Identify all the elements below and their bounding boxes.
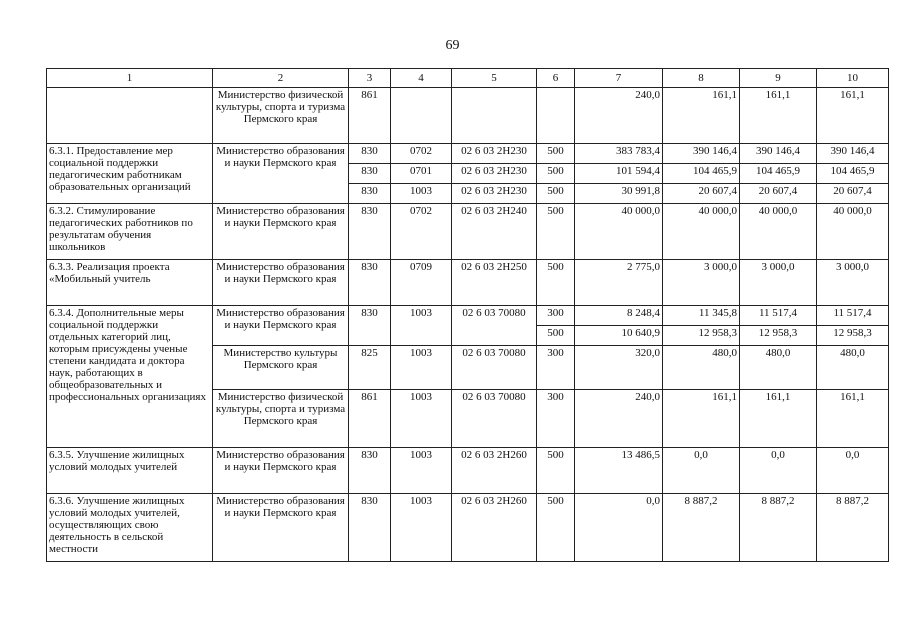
page-number: 69 [445,38,460,53]
code-cell: 0702 [391,204,452,260]
item-cell [47,88,213,144]
ministry-cell: Министерство культуры Пермского края [213,346,349,390]
column-header: 10 [817,69,889,88]
value-cell: 390 146,4 [663,144,740,164]
ministry-cell: Министерство образования и науки Пермского края [213,204,349,260]
code-cell: 500 [537,144,575,164]
value-cell: 0,0 [663,448,740,494]
value-cell: 383 783,4 [575,144,663,164]
value-cell: 390 146,4 [740,144,817,164]
value-cell: 161,1 [817,390,889,448]
value-cell: 3 000,0 [663,260,740,306]
column-header: 5 [452,69,537,88]
ministry-cell: Министерство физической культуры, спорта и туризма Пермского края [213,88,349,144]
code-cell: 02 6 03 2Н230 [452,184,537,204]
value-cell: 161,1 [663,88,740,144]
code-cell: 0701 [391,164,452,184]
column-header: 6 [537,69,575,88]
code-cell: 830 [349,448,391,494]
code-cell: 500 [537,260,575,306]
value-cell: 0,0 [817,448,889,494]
table-row [47,144,889,164]
code-cell: 1003 [391,184,452,204]
value-cell: 40 000,0 [663,204,740,260]
code-cell: 830 [349,184,391,204]
code-cell [452,88,537,144]
code-cell: 300 [537,306,575,326]
value-cell: 104 465,9 [740,164,817,184]
item-cell: 6.3.4. Дополнительные меры социальной поддержки отдельных категорий лиц, которым присуждены ученые степени кандидата и доктора наук, работающих в общеобразовательных и профессиональных организациях [47,306,213,448]
value-cell: 390 146,4 [817,144,889,164]
header-row [47,69,889,88]
code-cell: 02 6 03 2Н230 [452,144,537,164]
code-cell: 1003 [391,346,452,390]
value-cell: 13 486,5 [575,448,663,494]
code-cell: 500 [537,494,575,562]
value-cell: 40 000,0 [817,204,889,260]
value-cell: 10 640,9 [575,326,663,346]
code-cell [391,88,452,144]
budget-table [46,68,889,562]
column-header: 9 [740,69,817,88]
code-cell: 500 [537,326,575,346]
column-header: 7 [575,69,663,88]
code-cell: 02 6 03 2Н260 [452,494,537,562]
value-cell: 20 607,4 [740,184,817,204]
value-cell: 8 887,2 [740,494,817,562]
table-row [47,88,889,144]
value-cell: 480,0 [817,346,889,390]
value-cell: 11 517,4 [740,306,817,326]
code-cell: 02 6 03 2Н240 [452,204,537,260]
table-row [47,306,889,326]
code-cell: 1003 [391,390,452,448]
column-header: 1 [47,69,213,88]
value-cell: 3 000,0 [817,260,889,306]
code-cell: 500 [537,184,575,204]
code-cell: 02 6 03 2Н250 [452,260,537,306]
ministry-cell: Министерство образования и науки Пермского края [213,306,349,346]
code-cell: 500 [537,164,575,184]
ministry-cell: Министерство образования и науки Пермского края [213,260,349,306]
item-cell: 6.3.2. Стимулирование педагогических работников по результатам обучения школьников [47,204,213,260]
value-cell: 2 775,0 [575,260,663,306]
value-cell: 104 465,9 [817,164,889,184]
code-cell: 830 [349,260,391,306]
table-row [47,448,889,494]
column-header: 2 [213,69,349,88]
code-cell: 830 [349,204,391,260]
value-cell: 20 607,4 [817,184,889,204]
code-cell: 830 [349,144,391,164]
ministry-cell: Министерство образования и науки Пермского края [213,144,349,204]
value-cell: 12 958,3 [663,326,740,346]
value-cell: 12 958,3 [740,326,817,346]
value-cell: 0,0 [575,494,663,562]
value-cell: 11 517,4 [817,306,889,326]
code-cell: 02 6 03 70080 [452,390,537,448]
item-cell: 6.3.1. Предоставление мер социальной поддержки педагогическим работникам образовательных организаций [47,144,213,204]
value-cell: 161,1 [663,390,740,448]
value-cell: 12 958,3 [817,326,889,346]
item-cell: 6.3.6. Улучшение жилищных условий молодых учителей, осуществляющих свою деятельность в сельской местности [47,494,213,562]
value-cell: 240,0 [575,88,663,144]
code-cell: 300 [537,390,575,448]
code-cell: 1003 [391,306,452,346]
value-cell: 8 887,2 [817,494,889,562]
table-row [47,494,889,562]
code-cell: 830 [349,306,391,346]
code-cell: 861 [349,88,391,144]
code-cell: 02 6 03 2Н260 [452,448,537,494]
value-cell: 40 000,0 [740,204,817,260]
item-cell: 6.3.5. Улучшение жилищных условий молодых учителей [47,448,213,494]
column-header: 3 [349,69,391,88]
value-cell: 3 000,0 [740,260,817,306]
code-cell: 500 [537,204,575,260]
code-cell: 500 [537,448,575,494]
value-cell: 20 607,4 [663,184,740,204]
code-cell: 830 [349,164,391,184]
table-row [47,204,889,260]
value-cell: 8 248,4 [575,306,663,326]
ministry-cell: Министерство образования и науки Пермского края [213,494,349,562]
code-cell: 300 [537,346,575,390]
code-cell: 830 [349,494,391,562]
code-cell: 1003 [391,448,452,494]
code-cell: 0709 [391,260,452,306]
value-cell: 320,0 [575,346,663,390]
value-cell: 161,1 [740,390,817,448]
value-cell: 11 345,8 [663,306,740,326]
code-cell: 02 6 03 70080 [452,346,537,390]
value-cell: 0,0 [740,448,817,494]
value-cell: 480,0 [663,346,740,390]
value-cell: 480,0 [740,346,817,390]
code-cell: 0702 [391,144,452,164]
value-cell: 40 000,0 [575,204,663,260]
code-cell: 02 6 03 2Н230 [452,164,537,184]
column-header: 8 [663,69,740,88]
value-cell: 161,1 [740,88,817,144]
code-cell: 825 [349,346,391,390]
value-cell: 30 991,8 [575,184,663,204]
value-cell: 8 887,2 [663,494,740,562]
code-cell [537,88,575,144]
value-cell: 104 465,9 [663,164,740,184]
column-header: 4 [391,69,452,88]
value-cell: 240,0 [575,390,663,448]
ministry-cell: Министерство физической культуры, спорта и туризма Пермского края [213,390,349,448]
ministry-cell: Министерство образования и науки Пермского края [213,448,349,494]
code-cell: 861 [349,390,391,448]
value-cell: 161,1 [817,88,889,144]
item-cell: 6.3.3. Реализация проекта «Мобильный учитель [47,260,213,306]
table-row [47,260,889,306]
value-cell: 101 594,4 [575,164,663,184]
code-cell: 1003 [391,494,452,562]
code-cell: 02 6 03 70080 [452,306,537,346]
